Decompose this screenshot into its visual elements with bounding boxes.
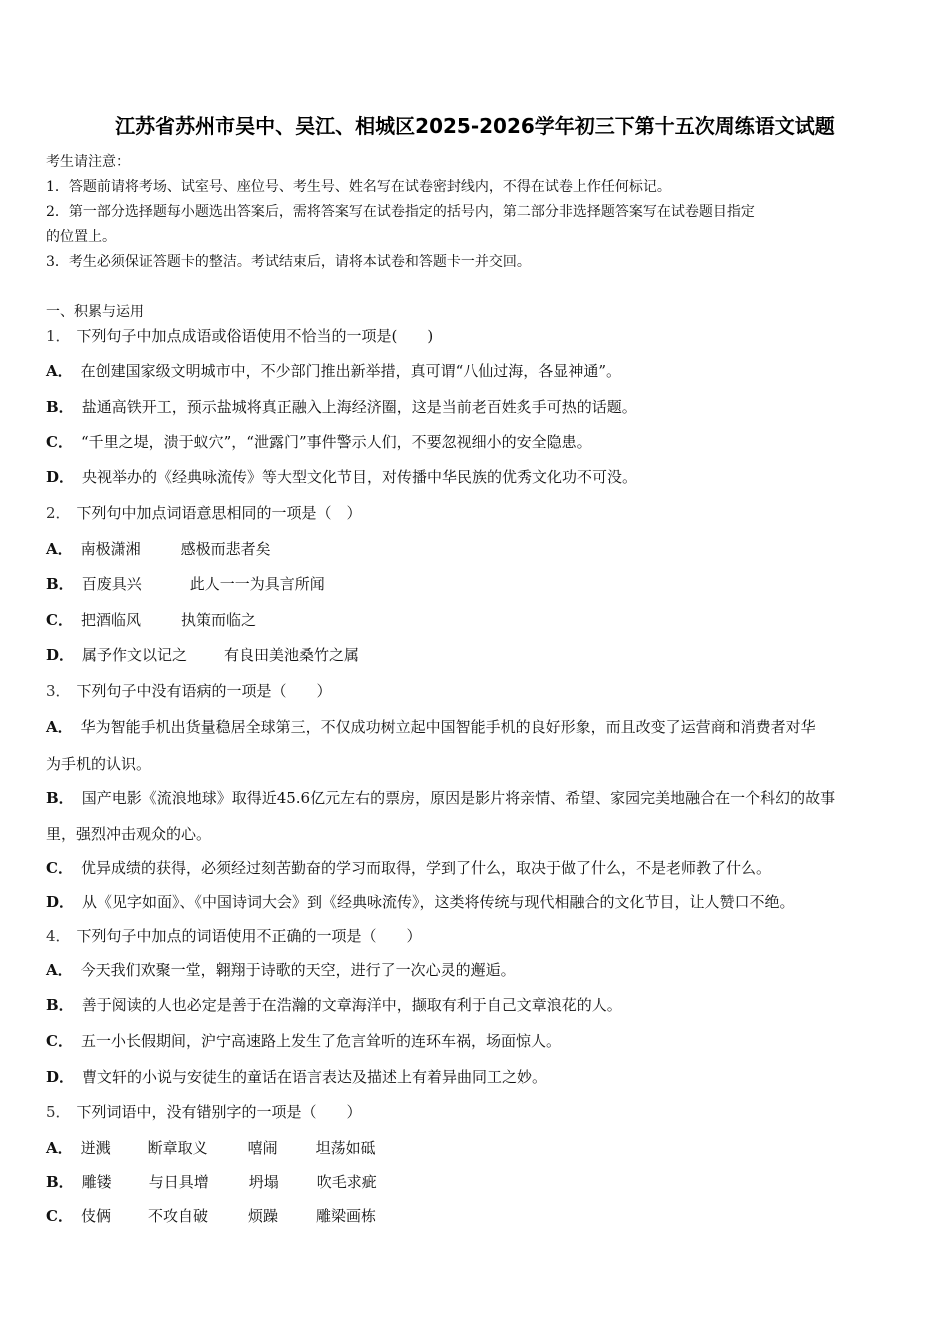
question-stem: 下列句子中加点的词语使用不正确的一项是（ ） [76, 927, 422, 945]
q4-option-c [46, 1031, 906, 1051]
notice-item-1: 1．答题前请将考场、试室号、座位号、考生号、姓名写在试卷密封线内，不得在试卷上作任何标记。 [46, 179, 671, 195]
question-number: 4． [46, 927, 71, 945]
q1-option-d [46, 467, 906, 487]
option-label: B． [46, 398, 74, 416]
option-phrase-2: 感极而悲者矣 [180, 540, 271, 558]
option-label: D． [46, 468, 75, 486]
option-text: 今天我们欢聚一堂，翱翔于诗歌的天空，进行了一次心灵的邂逅。 [80, 961, 516, 979]
q2-option-a [46, 539, 906, 559]
option-text: 华为智能手机出货量稳居全球第三，不仅成功树立起中国智能手机的良好形象，而且改变了运营商和消费者对华 [80, 718, 816, 736]
option-label: B． [46, 789, 74, 807]
notice-item-3: 3．考生必须保证答题卡的整洁。考试结束后，请将本试卷和答题卡一并交回。 [46, 254, 531, 270]
option-phrase-1: 百废具兴 [81, 575, 142, 593]
option-text: 五一小长假期间，沪宁高速路上发生了危言耸听的连环车祸，场面惊人。 [80, 1032, 561, 1050]
question-3 [46, 681, 906, 701]
option-phrase-2: 此人一一为具言所闻 [189, 575, 325, 593]
option-word-3: 坍塌 [248, 1173, 279, 1191]
question-number: 2． [46, 504, 71, 522]
notice-item-2: 2．第一部分选择题每小题选出答案后，需将答案写在试卷指定的括号内，第二部分非选择题答案写在试卷题目指定 [46, 204, 755, 220]
q1-option-a [46, 361, 906, 381]
option-word-1: 伎俩 [80, 1207, 111, 1225]
option-label: D． [46, 646, 75, 664]
option-label: A． [46, 718, 73, 736]
option-phrase-2: 执策而临之 [180, 611, 256, 629]
question-stem: 下列词语中，没有错别字的一项是（ ） [76, 1103, 362, 1121]
q5-option-c [46, 1206, 906, 1226]
option-label: C． [46, 1207, 73, 1225]
option-text: 在创建国家级文明城市中，不少部门推出新举措，真可谓“八仙过海，各显神通”。 [80, 362, 621, 380]
option-label: A． [46, 540, 73, 558]
option-phrase-1: 把酒临风 [80, 611, 141, 629]
question-stem: 下列句中加点词语意思相同的一项是（ ） [76, 504, 362, 522]
option-label: B． [46, 996, 74, 1014]
option-label: B． [46, 1173, 74, 1191]
q3-option-a [46, 717, 906, 737]
q4-option-a [46, 960, 906, 980]
q1-option-b [46, 397, 906, 417]
question-stem: 下列句子中没有语病的一项是（ ） [76, 682, 332, 700]
option-label: C． [46, 611, 73, 629]
option-label: C． [46, 859, 73, 877]
question-2 [46, 503, 906, 523]
option-text: “千里之堤，溃于蚁穴”，“泄露门”事件警示人们，不要忽视细小的安全隐患。 [80, 433, 592, 451]
section-heading: 一、积累与运用 [46, 304, 144, 320]
question-number: 3． [46, 682, 71, 700]
question-number: 1． [46, 327, 71, 345]
option-label: A． [46, 1139, 73, 1157]
question-1 [46, 326, 906, 346]
option-phrase-2: 有良田美池桑竹之属 [224, 646, 360, 664]
option-label: B． [46, 575, 74, 593]
option-text: 善于阅读的人也必定是善于在浩瀚的文章海洋中，撷取有利于自己文章浪花的人。 [81, 996, 622, 1014]
option-word-4: 坦荡如砥 [315, 1139, 376, 1157]
q5-option-b [46, 1172, 906, 1192]
option-word-3: 嘻闹 [247, 1139, 278, 1157]
question-5 [46, 1102, 906, 1122]
option-word-2: 断章取义 [147, 1139, 208, 1157]
q2-option-d [46, 645, 906, 665]
option-phrase-1: 属予作文以记之 [82, 646, 188, 664]
option-word-3: 烦躁 [247, 1207, 278, 1225]
option-label: C． [46, 1032, 73, 1050]
option-word-4: 吹毛求疵 [316, 1173, 377, 1191]
option-label: D． [46, 893, 75, 911]
q3-option-c [46, 858, 906, 878]
option-word-1: 迸溅 [80, 1139, 111, 1157]
option-text: 优异成绩的获得，必须经过刻苦勤奋的学习而取得，学到了什么，取决于做了什么，不是老师教了什么。 [80, 859, 771, 877]
q4-option-b [46, 995, 906, 1015]
notice-heading: 考生请注意： [46, 154, 130, 170]
option-word-4: 雕梁画栋 [315, 1207, 376, 1225]
option-text: 央视举办的《经典咏流传》等大型文化节目，对传播中华民族的优秀文化功不可没。 [82, 468, 638, 486]
q4-option-d [46, 1067, 906, 1087]
page-title: 江苏省苏州市吴中、吴江、相城区2025-2026学年初三下第十五次周练语文试题 [115, 114, 835, 138]
question-number: 5． [46, 1103, 71, 1121]
option-word-2: 与日具增 [148, 1173, 209, 1191]
option-word-1: 雕镂 [81, 1173, 112, 1191]
question-stem: 下列句子中加点成语或俗语使用不恰当的一项是( ) [76, 327, 434, 345]
q5-option-a [46, 1138, 906, 1158]
option-label: A． [46, 362, 73, 380]
option-label: D． [46, 1068, 75, 1086]
option-word-2: 不攻自破 [147, 1207, 208, 1225]
q1-option-c [46, 432, 906, 452]
option-label: C． [46, 433, 73, 451]
option-text: 从《见字如面》、《中国诗词大会》到《经典咏流传》，这类将传统与现代相融合的文化节目，让人赞口不绝。 [82, 893, 795, 911]
option-text: 盐通高铁开工，预示盐城将真正融入上海经济圈，这是当前老百姓炙手可热的话题。 [81, 398, 637, 416]
q3-option-b [46, 788, 906, 808]
option-text: 曹文轩的小说与安徒生的童话在语言表达及描述上有着异曲同工之妙。 [82, 1068, 548, 1086]
notice-item-2-cont: 的位置上。 [46, 229, 116, 245]
q2-option-c [46, 610, 906, 630]
option-phrase-1: 南极潇湘 [80, 540, 141, 558]
option-text: 国产电影《流浪地球》取得近45.6亿元左右的票房，原因是影片将亲情、希望、家园完美地融合在一个科幻的故事 [81, 789, 836, 807]
question-4 [46, 926, 906, 946]
q2-option-b [46, 574, 906, 594]
q3-option-d [46, 892, 906, 912]
option-label: A． [46, 961, 73, 979]
q3-option-a-cont: 为手机的认识。 [46, 755, 152, 773]
q3-option-b-cont: 里，强烈冲击观众的心。 [46, 825, 212, 843]
